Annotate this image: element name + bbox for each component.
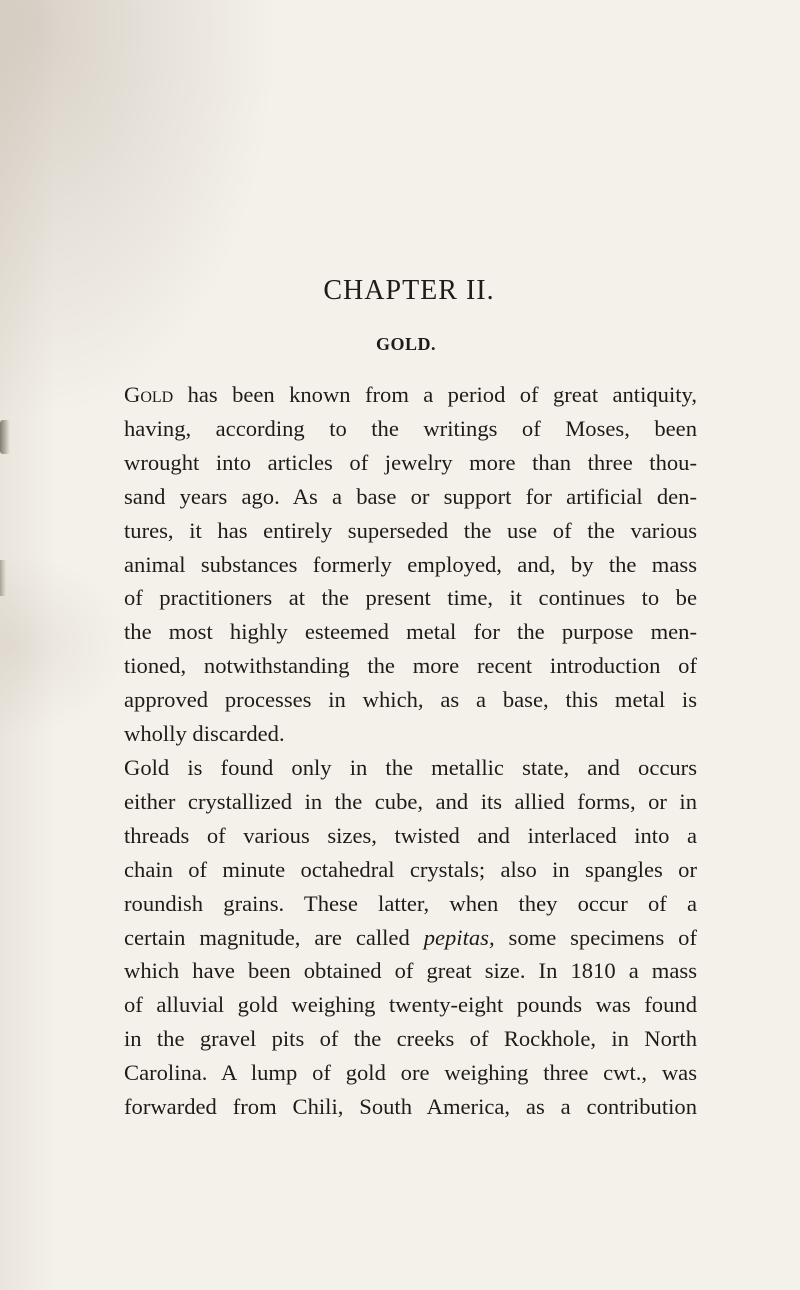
italic-term: pepitas, <box>423 924 495 950</box>
text-line: the most highly esteemed metal for the purpose men- <box>124 619 697 645</box>
text-line: of practitioners at the present time, it continues to be <box>124 585 697 611</box>
text-line: wholly discarded. <box>124 721 285 747</box>
text-line: wrought into articles of jewelry more than three thou- <box>124 449 697 475</box>
text-line: in the gravel pits of the creeks of Rockhole, in North <box>124 1026 697 1052</box>
text-line: roundish grains. These latter, when they occur of a <box>124 890 697 916</box>
text-line: either crystallized in the cube, and its allied forms, or in <box>124 788 697 814</box>
text-line: sand years ago. As a base or support for artificial den- <box>124 483 697 509</box>
chapter-title: CHAPTER II. <box>323 275 495 306</box>
page-edge-stain <box>0 560 6 596</box>
text-line-before: certain magnitude, are called <box>124 924 424 950</box>
text-line: threads of various sizes, twisted and interlaced into a <box>124 822 697 848</box>
text-line: chain of minute octahedral crystals; also in spangles or <box>124 856 697 882</box>
section-title: GOLD. <box>375 334 436 354</box>
text-line: tioned, notwithstanding the more recent introduction of <box>124 653 697 679</box>
text-line: animal substances formerly employed, and, by the mass <box>124 551 697 577</box>
text-line: Gold is found only in the metallic state, and occurs <box>124 754 697 780</box>
text-line: which have been obtained of great size. In 1810 a mass <box>124 958 697 984</box>
text-line <box>124 378 697 412</box>
text-line: of alluvial gold weighing twenty-eight pounds was found <box>124 992 697 1018</box>
text-line-after: some specimens of <box>494 924 697 950</box>
text-line: having, according to the writings of Moses, been <box>124 415 697 441</box>
body-text <box>124 378 697 1124</box>
text-line-rest: has been known from a period of great antiquity, <box>173 382 697 407</box>
drop-word: Gold <box>124 382 174 407</box>
text-line: Carolina. A lump of gold ore weighing three cwt., was <box>124 1060 697 1086</box>
text-line: tures, it has entirely superseded the use of the various <box>124 517 697 543</box>
text-line: approved processes in which, as a base, this metal is <box>124 687 697 713</box>
page-edge-stain <box>0 420 10 454</box>
text-line <box>124 921 697 955</box>
text-line: forwarded from Chili, South America, as a contribution <box>124 1094 697 1120</box>
